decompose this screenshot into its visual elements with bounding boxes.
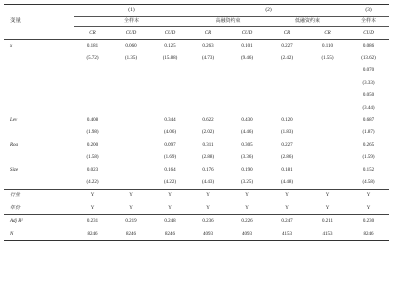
fixed-effect-cell: Y (111, 189, 151, 202)
t-stat-cell: (1.87) (362, 130, 375, 136)
coefficient-cell: 0.344 (164, 118, 176, 124)
coefficient-cell (74, 65, 111, 77)
fixed-effect-cell: Y (307, 189, 348, 202)
column-header: CUD (363, 30, 374, 36)
t-stat-cell: (1.59) (362, 155, 375, 161)
t-stat-cell: (3.36) (240, 155, 254, 161)
coefficient-row (4, 139, 389, 151)
coefficient-cell (307, 65, 348, 77)
statistic-cell: 0.211 (307, 215, 348, 228)
fixed-effect-cell: Y (325, 205, 330, 211)
coefficient-cell: 0.311 (202, 142, 214, 148)
coefficient-cell: 0.086 (348, 40, 389, 53)
coefficient-cell: 0.190 (241, 167, 253, 173)
t-stat-row (4, 152, 389, 164)
coefficient-row (4, 164, 389, 176)
fixed-effect-cell: Y (348, 189, 389, 202)
fixed-effect-cell: Y (90, 205, 95, 211)
row-label (4, 65, 74, 77)
coefficient-cell: 0.152 (362, 167, 375, 173)
column-header: CR (204, 30, 212, 36)
t-stat-cell (307, 102, 348, 114)
coefficient-cell: 0.120 (281, 118, 293, 124)
t-stat-cell: (4.48) (280, 179, 294, 185)
row-label: Adj R² (4, 215, 74, 228)
column-header: CUD (164, 30, 176, 36)
coefficient-cell (111, 139, 151, 151)
t-stat-cell: (4.46) (240, 130, 254, 136)
statistic-cell: 8246 (74, 228, 111, 241)
column-header: CUD (125, 30, 137, 36)
row-label (4, 90, 74, 102)
statistic-cell: 4153 (307, 228, 348, 241)
statistic-cell: 0.226 (227, 215, 267, 228)
coefficient-cell (307, 139, 348, 151)
t-stat-cell: (9.46) (240, 56, 254, 62)
row-label: 年份 (10, 205, 21, 211)
coefficient-cell (189, 90, 227, 102)
t-stat-cell: (4.73) (201, 56, 215, 62)
coefficient-cell: 0.050 (362, 93, 375, 99)
statistic-cell: 0.230 (348, 215, 389, 228)
column-header: CR (283, 30, 291, 36)
row-label-spacer (4, 152, 74, 164)
statistic-cell: 4153 (267, 228, 307, 241)
t-stat-cell: (4.43) (201, 179, 215, 185)
fixed-effect-cell: Y (168, 205, 172, 211)
coefficient-cell (307, 90, 348, 102)
fixed-effect-row (4, 189, 389, 202)
t-stat-row (4, 77, 389, 89)
t-stat-cell (267, 77, 307, 89)
row-label-spacer (4, 77, 74, 89)
coefficient-cell: 0.181 (74, 40, 111, 53)
coefficient-row (4, 114, 389, 126)
t-stat-cell (74, 77, 111, 89)
fixed-effect-cell: Y (129, 205, 133, 211)
coefficient-cell (227, 65, 267, 77)
coefficient-cell: 0.176 (202, 167, 214, 173)
row-label: Lev (10, 118, 18, 124)
t-stat-cell: (2.42) (280, 56, 294, 62)
row-label: x (4, 40, 74, 53)
statistic-cell: 4093 (227, 228, 267, 241)
t-stat-cell: (3.44) (362, 105, 375, 111)
row-label-spacer (4, 102, 74, 114)
coefficient-cell: 0.408 (86, 118, 99, 124)
variable-column-header: 变量 (4, 5, 74, 40)
t-stat-cell (189, 102, 227, 114)
t-stat-cell: (4.22) (86, 179, 99, 185)
t-stat-row (4, 176, 389, 189)
statistics-rows (4, 215, 389, 241)
statistic-cell: 0.219 (111, 215, 151, 228)
row-label-spacer (4, 176, 74, 189)
group-header-1: (1) (74, 5, 189, 17)
coefficient-cell (307, 164, 348, 176)
t-stat-cell (111, 127, 151, 139)
row-label-spacer (4, 52, 74, 64)
t-stat-cell: (4.22) (163, 179, 177, 185)
row-label: N (4, 228, 74, 241)
t-stat-cell: (1.35) (124, 56, 138, 62)
fixed-effect-cell: Y (366, 205, 371, 211)
t-stat-row (4, 52, 389, 64)
t-stat-cell: (2.86) (280, 155, 294, 161)
coefficient-cell: 0.070 (362, 68, 375, 74)
sub-header-low-constraint: 低融资约束 (267, 17, 348, 27)
fixed-effect-row (4, 202, 389, 215)
coefficient-cell: 0.060 (111, 40, 151, 53)
coefficient-cell (267, 65, 307, 77)
coefficient-cell: 0.181 (281, 167, 293, 173)
statistic-cell: 8246 (111, 228, 151, 241)
coefficient-cell: 0.200 (86, 142, 99, 148)
t-stat-cell (267, 102, 307, 114)
regression-table (4, 4, 389, 241)
coefficient-row (4, 90, 389, 102)
coefficient-cell: 0.622 (202, 118, 214, 124)
coefficient-rows (4, 40, 389, 190)
t-stat-cell: (1.55) (321, 56, 334, 62)
t-stat-cell: (1.69) (163, 155, 177, 161)
t-stat-cell: (4.06) (163, 130, 177, 136)
group-header-3: (3) (348, 5, 389, 17)
t-stat-cell: (13.62) (361, 56, 376, 62)
statistic-cell: 8246 (348, 228, 389, 241)
t-stat-cell: (3.33) (362, 80, 375, 86)
coefficient-cell (111, 65, 151, 77)
fixed-effect-cell: Y (245, 205, 249, 211)
coefficient-cell: 0.101 (227, 40, 267, 53)
fixed-effect-cell: Y (189, 189, 227, 202)
coefficient-row (4, 40, 389, 53)
t-stat-cell: (4.58) (362, 179, 375, 185)
t-stat-cell (307, 152, 348, 164)
t-stat-cell (227, 77, 267, 89)
coefficient-cell: 0.263 (189, 40, 227, 53)
coefficient-cell: 0.097 (164, 142, 176, 148)
fixed-effect-cell: Y (285, 205, 289, 211)
row-label: 行业 (4, 189, 74, 202)
coefficient-cell (151, 65, 189, 77)
t-stat-cell (307, 127, 348, 139)
coefficient-cell (189, 65, 227, 77)
fixed-effect-rows (4, 189, 389, 215)
coefficient-cell (151, 90, 189, 102)
t-stat-cell (307, 176, 348, 189)
coefficient-cell (111, 90, 151, 102)
sub-header-full-sample-3: 全样本 (348, 17, 389, 27)
t-stat-cell (111, 152, 151, 164)
t-stat-cell (111, 176, 151, 189)
t-stat-cell: (1.58) (86, 155, 99, 161)
t-stat-cell: (2.02) (201, 130, 215, 136)
t-stat-row (4, 102, 389, 114)
group-header-2: (2) (189, 5, 348, 17)
coefficient-cell (227, 90, 267, 102)
statistic-cell: 0.247 (267, 215, 307, 228)
t-stat-cell (151, 77, 189, 89)
fixed-effect-cell: Y (206, 205, 210, 211)
statistic-cell: 4093 (189, 228, 227, 241)
fixed-effect-cell: Y (267, 189, 307, 202)
coefficient-cell: 0.265 (362, 142, 375, 148)
coefficient-cell: 0.164 (164, 167, 176, 173)
t-stat-cell (111, 77, 151, 89)
coefficient-cell (267, 90, 307, 102)
row-label-spacer (4, 127, 74, 139)
t-stat-cell (151, 102, 189, 114)
coefficient-cell: 0.110 (307, 40, 348, 53)
coefficient-cell: 0.687 (362, 118, 375, 124)
fixed-effect-cell: Y (74, 189, 111, 202)
statistic-cell: 0.248 (151, 215, 189, 228)
t-stat-cell: (3.25) (240, 179, 254, 185)
coefficient-cell: 0.430 (241, 118, 253, 124)
t-stat-cell: (5.72) (86, 56, 99, 62)
coefficient-cell: 0.305 (241, 142, 253, 148)
coefficient-cell (111, 164, 151, 176)
fixed-effect-cell: Y (151, 189, 189, 202)
coefficient-cell (307, 114, 348, 126)
t-stat-row (4, 127, 389, 139)
column-header: CUD (241, 30, 253, 36)
row-label: Roa (10, 142, 19, 148)
coefficient-cell: 0.125 (151, 40, 189, 53)
sub-header-high-constraint: 高融资约束 (189, 17, 267, 27)
sub-header-full-sample: 全样本 (74, 17, 189, 27)
t-stat-cell (307, 77, 348, 89)
t-stat-cell (74, 102, 111, 114)
t-stat-cell (111, 102, 151, 114)
t-stat-cell: (2.88) (201, 155, 215, 161)
statistic-cell: 0.231 (74, 215, 111, 228)
column-header: CR (89, 30, 96, 36)
coefficient-cell: 0.227 (267, 40, 307, 53)
coefficient-cell (74, 90, 111, 102)
t-stat-cell: (1.98) (86, 130, 99, 136)
statistic-row (4, 215, 389, 228)
t-stat-cell (227, 102, 267, 114)
column-header: CR (324, 30, 331, 36)
coefficient-row (4, 65, 389, 77)
statistic-cell: 8246 (151, 228, 189, 241)
coefficient-cell: 0.023 (86, 167, 99, 173)
row-label: Size (10, 167, 19, 173)
coefficient-cell (111, 114, 151, 126)
fixed-effect-cell: Y (227, 189, 267, 202)
t-stat-cell (189, 77, 227, 89)
statistic-cell: 0.236 (189, 215, 227, 228)
t-stat-cell: (15.88) (162, 56, 178, 62)
statistic-row (4, 228, 389, 241)
coefficient-cell: 0.227 (281, 142, 293, 148)
t-stat-cell: (1.83) (280, 130, 294, 136)
group-header-row (4, 5, 389, 17)
